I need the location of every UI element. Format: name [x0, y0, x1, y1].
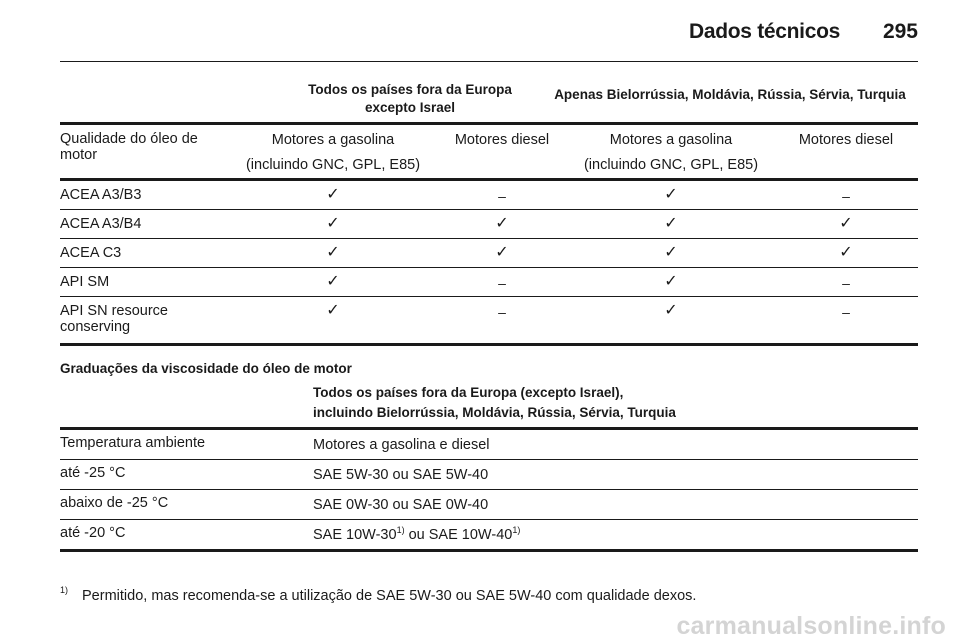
page-number: 295: [882, 20, 918, 43]
approved-check-icon: ✓: [664, 244, 678, 261]
viscosity-row: [60, 460, 918, 489]
group-header-selected-countries: Apenas Bielorrússia, Moldávia, Rússia, Sérvia, Turquia: [554, 87, 906, 102]
approved-check-icon: ✓: [495, 215, 509, 232]
approved-check-icon: ✓: [326, 273, 340, 290]
column-header: [230, 132, 436, 173]
footnote-ref: 1): [512, 525, 521, 535]
viscosity-group-line1: Todos os países fora da Europa (excepto Israel),: [313, 385, 624, 400]
page-header: [0, 14, 918, 54]
approved-check-icon: ✓: [839, 215, 853, 232]
table-rule: [60, 343, 918, 346]
temperature-value: até -20 °C: [60, 525, 126, 541]
footnote: [60, 585, 697, 604]
table-header-row: [60, 125, 918, 178]
row-header-label: Qualidade do óleo de motor: [60, 131, 198, 163]
approved-check-icon: ✓: [839, 244, 853, 261]
column-header: [774, 132, 918, 148]
header-divider: [60, 61, 918, 62]
group-header-outside-europe: [230, 82, 590, 116]
viscosity-section-title: Graduações da viscosidade do óleo de motor: [60, 361, 352, 376]
not-applicable-dash: –: [498, 304, 506, 320]
column-group-headers: [60, 78, 918, 122]
oil-spec-name: ACEA A3/B3: [60, 187, 142, 203]
viscosity-header-row: [60, 430, 918, 459]
not-applicable-dash: –: [842, 304, 850, 320]
approved-check-icon: ✓: [326, 302, 340, 319]
sae-grade: SAE 0W-30 ou SAE 0W-40: [313, 497, 489, 513]
approved-check-icon: ✓: [664, 302, 678, 319]
sae-grade: [313, 527, 520, 543]
table-row: [60, 268, 918, 296]
not-applicable-dash: –: [498, 275, 506, 291]
column-header: [568, 132, 774, 173]
oil-spec-name: ACEA A3/B4: [60, 216, 142, 232]
table-row: [60, 297, 918, 343]
section-title: Dados técnicos: [688, 20, 840, 43]
column-header-label: Motores a gasolina: [609, 132, 733, 148]
grade-connector: ou: [404, 527, 429, 543]
viscosity-row: [60, 520, 918, 549]
approved-check-icon: ✓: [664, 215, 678, 232]
approved-check-icon: ✓: [326, 215, 340, 232]
column-header-sub: (incluindo GNC, GPL, E85): [245, 157, 421, 173]
column-header-label: Motores diesel: [454, 132, 550, 148]
viscosity-group-header: [60, 381, 918, 427]
approved-check-icon: ✓: [664, 273, 678, 290]
table-rule: [60, 549, 918, 552]
not-applicable-dash: –: [498, 188, 506, 204]
not-applicable-dash: –: [842, 188, 850, 204]
viscosity-row: [60, 490, 918, 519]
approved-check-icon: ✓: [495, 244, 509, 261]
table-row: [60, 181, 918, 209]
oil-quality-rows: [60, 181, 918, 343]
approved-check-icon: ✓: [664, 186, 678, 203]
approved-check-icon: ✓: [326, 244, 340, 261]
temperature-value: até -25 °C: [60, 465, 126, 481]
oil-quality-table: [60, 78, 918, 346]
table-row: [60, 210, 918, 238]
temperature-value: abaixo de -25 °C: [60, 495, 169, 511]
viscosity-group-line2: incluindo Bielorrússia, Moldávia, Rússia, Sérvia, Turquia: [313, 405, 676, 420]
oil-spec-name: ACEA C3: [60, 245, 122, 261]
table-row: [60, 239, 918, 267]
approved-check-icon: ✓: [326, 186, 340, 203]
viscosity-table: [60, 381, 918, 552]
sae-grade-b: SAE 10W-40: [428, 527, 513, 543]
footnote-marker: 1): [60, 585, 69, 595]
column-header-sub: (incluindo GNC, GPL, E85): [583, 157, 759, 173]
engines-column-header: Motores a gasolina e diesel: [313, 437, 490, 453]
column-header-label: Motores a gasolina: [271, 132, 395, 148]
sae-grade: SAE 5W-30 ou SAE 5W-40: [313, 467, 489, 483]
column-header: [436, 132, 568, 148]
group-header-line1: Todos os países fora da Europa: [308, 82, 512, 97]
group-header-line2: excepto Israel: [364, 100, 456, 115]
oil-spec-name: API SN resource conserving: [60, 303, 168, 335]
column-header-label: Motores diesel: [798, 132, 894, 148]
footnote-ref: 1): [396, 525, 405, 535]
sae-grade-a: SAE 10W-30: [313, 527, 397, 543]
watermark: carmanualsonline.info: [676, 612, 946, 640]
footnote-text: Permitido, mas recomenda-se a utilização de SAE 5W-30 ou SAE 5W-40 com qualidade dexos.: [82, 588, 697, 604]
not-applicable-dash: –: [842, 275, 850, 291]
oil-spec-name: API SM: [60, 274, 110, 290]
temperature-column-header: Temperatura ambiente: [60, 435, 206, 451]
